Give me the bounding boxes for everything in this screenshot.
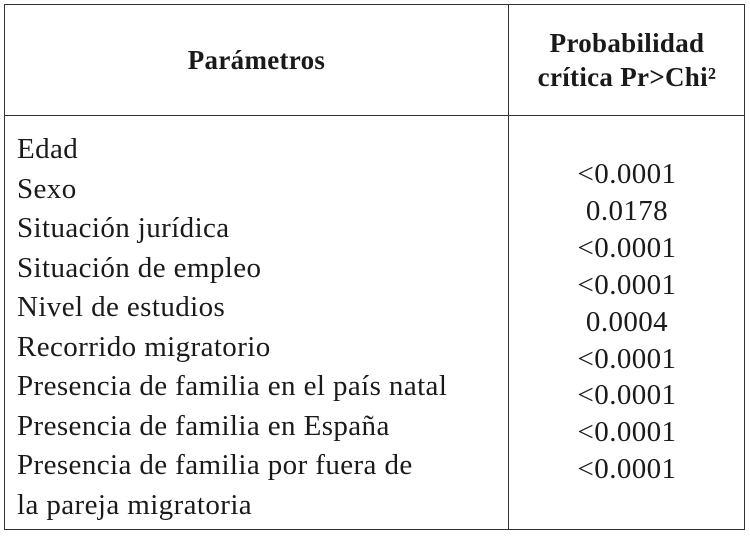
header-divider bbox=[5, 115, 744, 116]
parameter-row: Situación de empleo bbox=[17, 251, 262, 284]
parameter-row: Recorrido migratorio bbox=[17, 330, 271, 363]
probability-value: 0.0004 bbox=[585, 305, 669, 338]
column-divider bbox=[508, 5, 509, 529]
probability-value: <0.0001 bbox=[577, 416, 677, 449]
parameter-row: Nivel de estudios bbox=[17, 291, 226, 323]
parameters-column bbox=[17, 130, 507, 525]
chi-square-table bbox=[4, 4, 745, 530]
probability-value: 0.0178 bbox=[585, 194, 669, 227]
header-probability bbox=[510, 5, 744, 115]
probability-value: <0.0001 bbox=[577, 268, 677, 301]
parameter-row: Edad bbox=[17, 133, 79, 165]
probability-value: <0.0001 bbox=[577, 158, 677, 190]
parameter-row: Sexo bbox=[17, 172, 77, 205]
header-probability-line2: crítica Pr>Chi² bbox=[537, 62, 717, 92]
parameter-row: Presencia de familia en el país natal bbox=[17, 370, 448, 402]
probability-value: <0.0001 bbox=[577, 342, 677, 375]
header-parameters: Parámetros bbox=[187, 44, 326, 75]
header-probability-line1: Probabilidad bbox=[549, 28, 705, 58]
probability-column bbox=[510, 156, 744, 488]
parameter-row: Situación jurídica bbox=[17, 212, 230, 244]
parameter-row: la pareja migratoria bbox=[17, 488, 253, 521]
parameter-row: Presencia de familia en España bbox=[17, 409, 390, 442]
probability-value: <0.0001 bbox=[577, 231, 677, 264]
parameter-row: Presencia de familia por fuera de bbox=[17, 449, 413, 481]
probability-value: <0.0001 bbox=[577, 453, 677, 486]
probability-value: <0.0001 bbox=[577, 379, 677, 412]
